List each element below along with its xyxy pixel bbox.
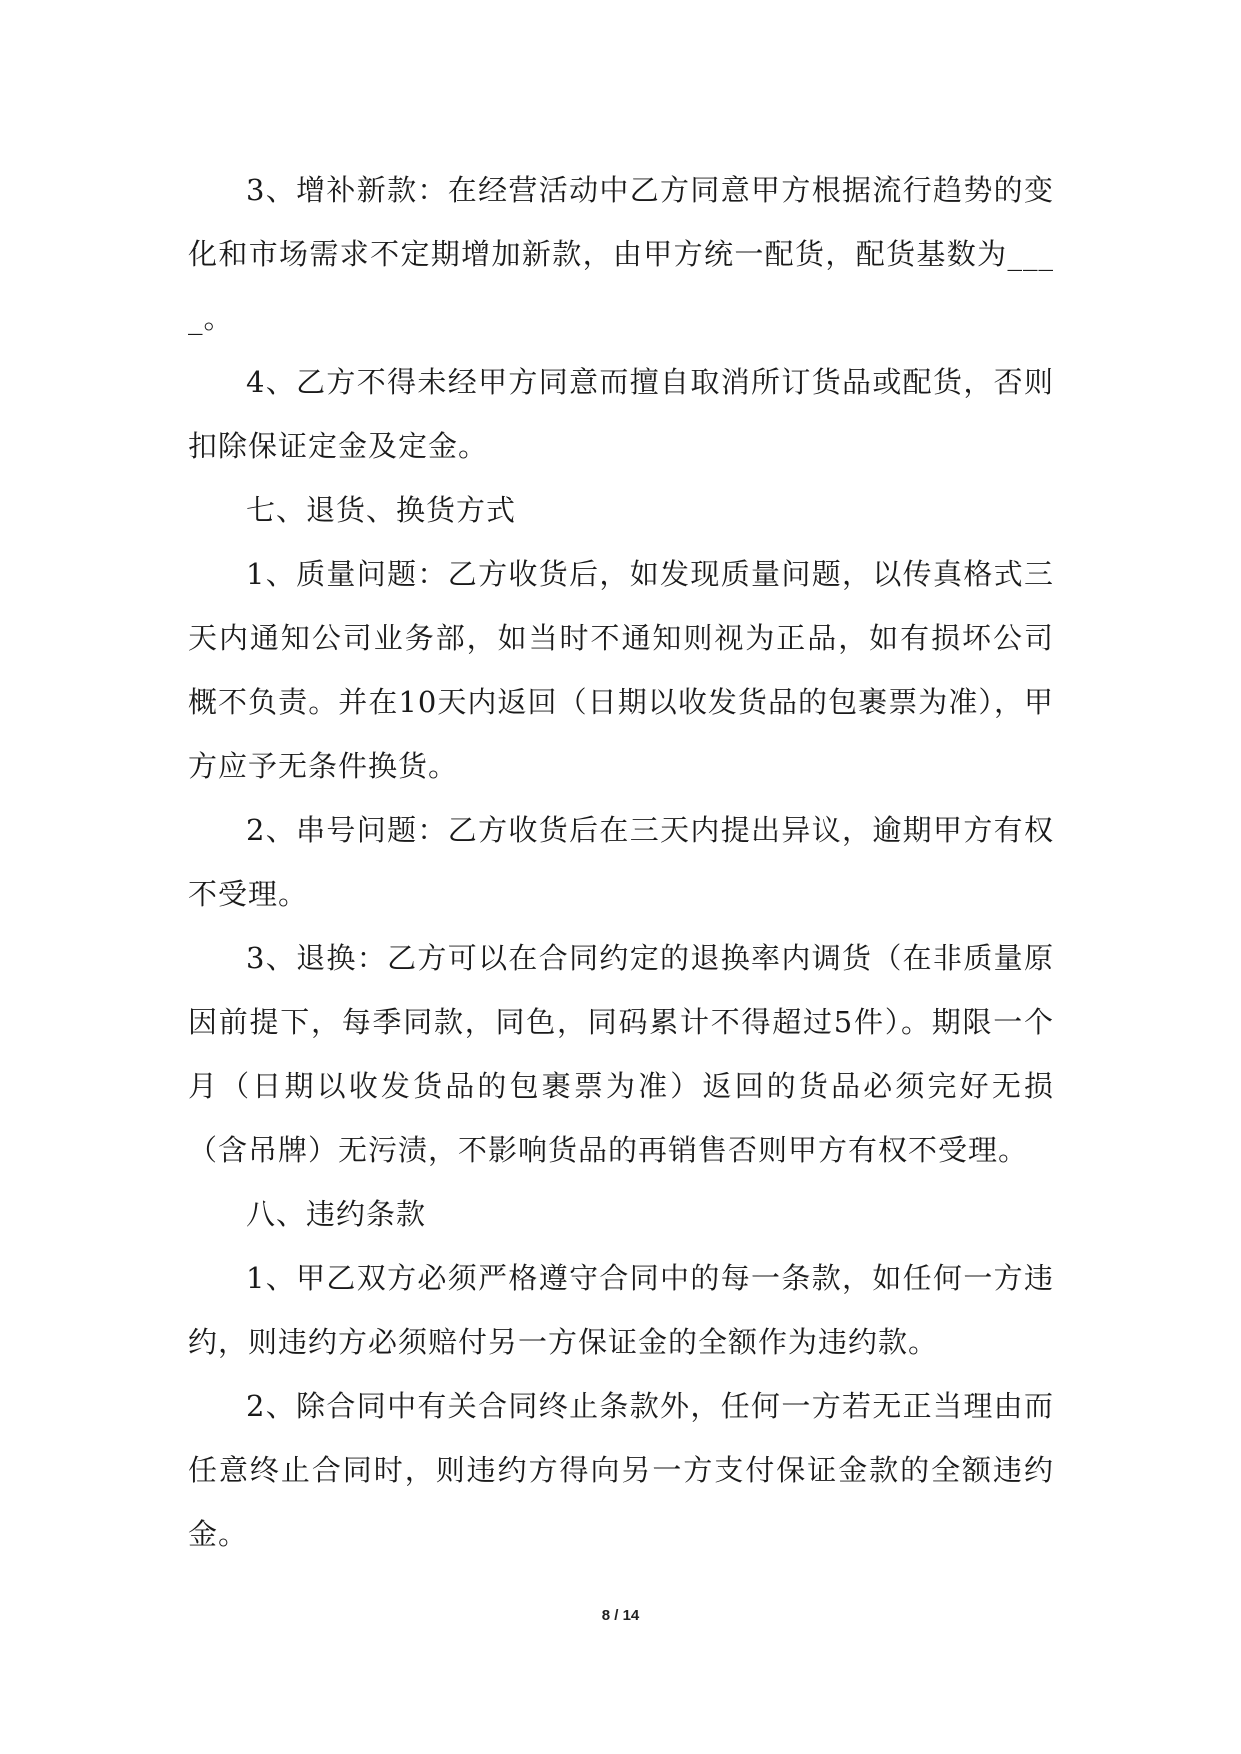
clause-3-new-styles: 3、增补新款：在经营活动中乙方同意甲方根据流行趋势的变化和市场需求不定期增加新款，由甲方统一配货，配货基数为____。: [188, 173, 1054, 335]
clause-1-breach: 1、甲乙双方必须严格遵守合同中的每一条款，如任何一方违约，则违约方必须赔付另一方保证金的全额作为违约款。: [188, 1261, 1054, 1359]
clause-3-exchange: 3、退换：乙方可以在合同约定的退换率内调货（在非质量原因前提下，每季同款，同色，同码累计不得超过5件）。期限一个月（日期以收发货品的包裹票为准）返回的货品必须完好无损（含吊牌）无污渍，不影响货品的再销售否则甲方有权不受理。: [188, 941, 1054, 1167]
section-heading-breach: 八、违约条款: [246, 1197, 427, 1231]
section-heading-returns: 七、退货、换货方式: [246, 493, 517, 527]
clause-2-termination: 2、除合同中有关合同终止条款外，任何一方若无正当理由而任意终止合同时，则违约方得向另一方支付保证金款的全额违约金。: [188, 1389, 1054, 1551]
document-body: [188, 158, 1054, 1566]
clause-4-cancellation: 4、乙方不得未经甲方同意而擅自取消所订货品或配货，否则扣除保证定金及定金。: [188, 365, 1054, 463]
clause-1-quality: 1、质量问题：乙方收货后，如发现质量问题，以传真格式三天内通知公司业务部，如当时不通知则视为正品，如有损坏公司概不负责。并在10天内返回（日期以收发货品的包裹票为准），甲方应予无条件换货。: [188, 557, 1054, 783]
page-number: 8 / 14: [601, 1607, 640, 1624]
clause-2-mismatch: 2、串号问题：乙方收货后在三天内提出异议，逾期甲方有权不受理。: [188, 813, 1054, 911]
